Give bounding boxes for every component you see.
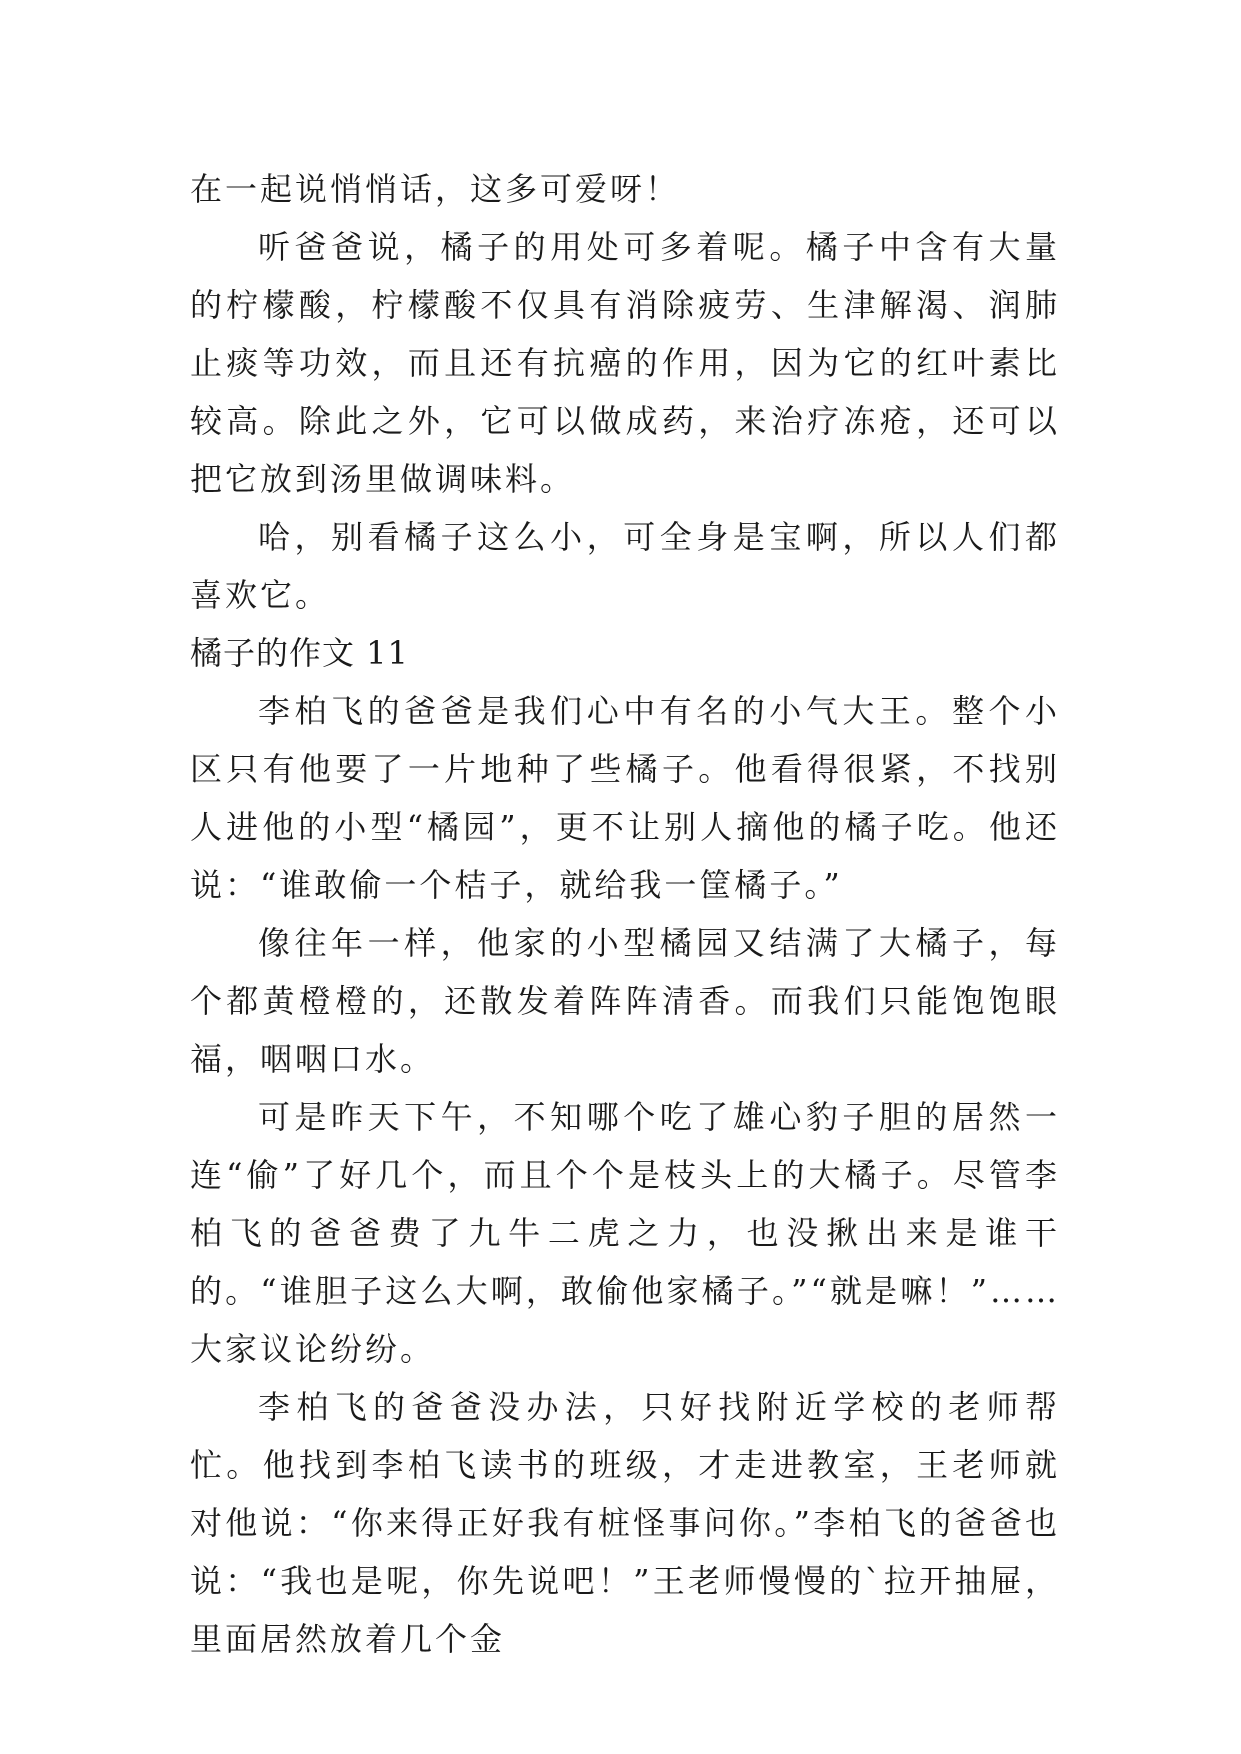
document-body [190, 160, 1060, 1668]
paragraph-3: 哈，别看橘子这么小，可全身是宝啊，所以人们都喜欢它。 [190, 518, 1060, 614]
paragraph-4: 李柏飞的爸爸是我们心中有名的小气大王。整个小区只有他要了一片地种了些橘子。他看得很紧，不找别人进他的小型“橘园”，更不让别人摘他的橘子吃。他还说：“谁敢偷一个桔子，就给我一筐橘子。” [190, 692, 1060, 904]
paragraph-1: 在一起说悄悄话，这多可爱呀！ [190, 170, 681, 208]
paragraph-2: 听爸爸说，橘子的用处可多着呢。橘子中含有大量的柠檬酸，柠檬酸不仅具有消除疲劳、生津解渴、润肺止痰等功效，而且还有抗癌的作用，因为它的红叶素比较高。除此之外，它可以做成药，来治疗冻疮，还可以把它放到汤里做调味料。 [190, 228, 1060, 498]
paragraph-6: 可是昨天下午，不知哪个吃了雄心豹子胆的居然一连“偷”了好几个，而且个个是枝头上的大橘子。尽管李柏飞的爸爸费了九牛二虎之力，也没揪出来是谁干的。“谁胆子这么大啊，敢偷他家橘子。”“就是嘛！”……大家议论纷纷。 [190, 1098, 1060, 1368]
section-heading: 橘子的作文 11 [190, 634, 409, 672]
paragraph-5: 像往年一样，他家的小型橘园又结满了大橘子，每个都黄橙橙的，还散发着阵阵清香。而我们只能饱饱眼福，咽咽口水。 [190, 924, 1060, 1078]
paragraph-7: 李柏飞的爸爸没办法，只好找附近学校的老师帮忙。他找到李柏飞读书的班级，才走进教室，王老师就对他说：“你来得正好我有桩怪事问你。”李柏飞的爸爸也说：“我也是呢，你先说吧！”王老师慢慢的`拉开抽屉，里面居然放着几个金 [190, 1388, 1060, 1658]
